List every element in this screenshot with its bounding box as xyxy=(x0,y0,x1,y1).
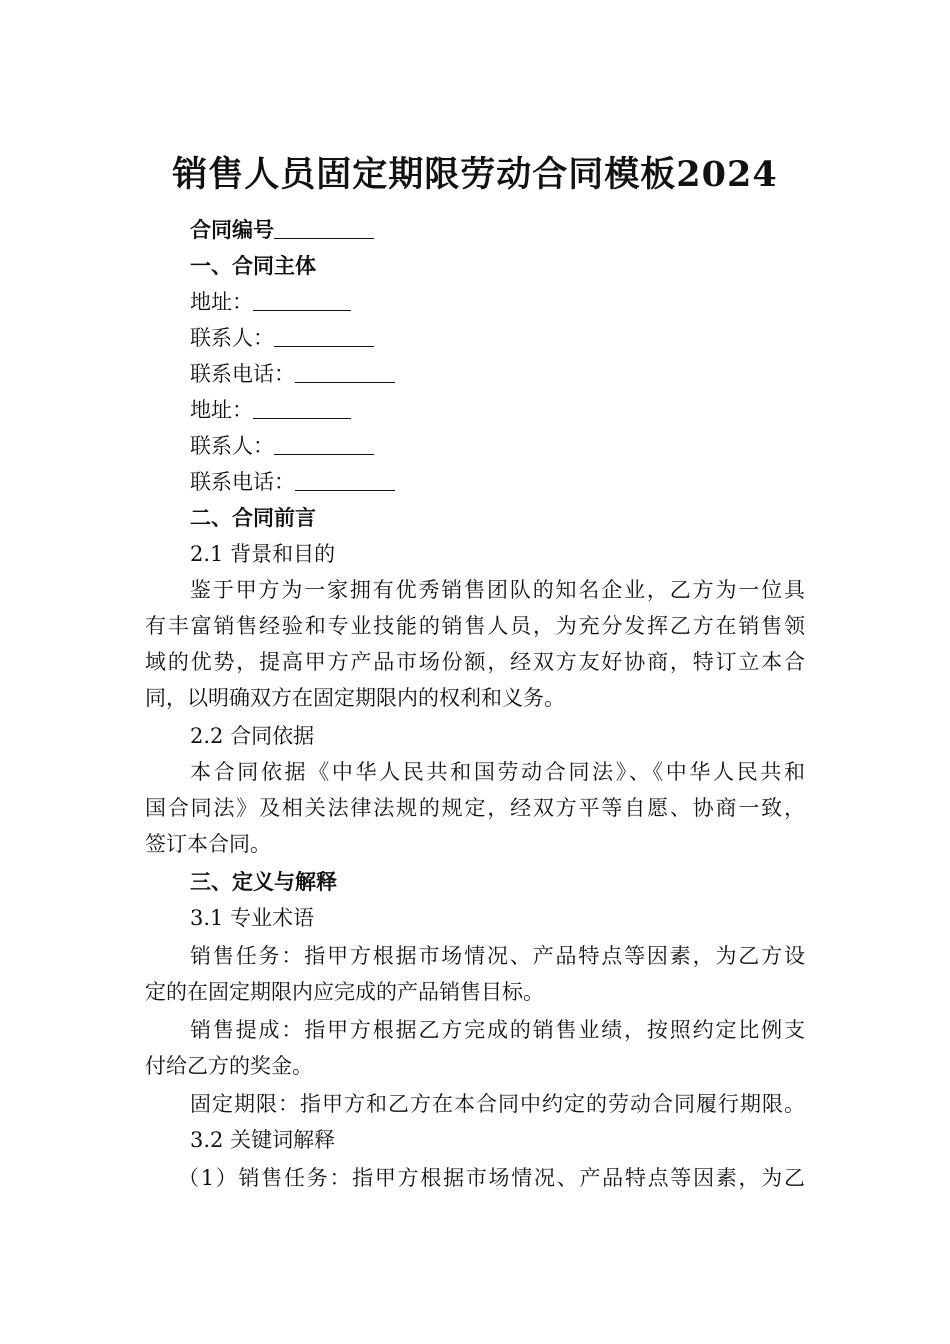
contact-label: 联系人： xyxy=(190,434,274,458)
phone-label: 联系电话： xyxy=(190,362,295,386)
paragraph-line: 有丰富销售经验和专业技能的销售人员，为充分发挥乙方在销售领 xyxy=(145,614,805,638)
contact-blank[interactable] xyxy=(274,320,374,347)
address-label: 地址： xyxy=(190,398,253,422)
party-b-contact-line xyxy=(190,428,374,464)
party-b-phone-line xyxy=(190,464,395,500)
address-label: 地址： xyxy=(190,290,253,314)
paragraph-line: 签订本合同。 xyxy=(145,832,271,856)
paragraph-line: 付给乙方的奖金。 xyxy=(145,1054,313,1078)
contact-blank[interactable] xyxy=(274,428,374,455)
contract-number-blank[interactable] xyxy=(274,212,374,239)
document-title: 销售人员固定期限劳动合同模板2024 xyxy=(172,154,778,195)
paragraph-line: 销售任务：指甲方根据市场情况、产品特点等因素，为乙方设 xyxy=(190,944,805,968)
subsection-2-1-title: 2.1 背景和目的 xyxy=(190,542,336,566)
section-3-heading: 三、定义与解释 xyxy=(190,869,337,894)
contract-number-line xyxy=(190,212,374,248)
paragraph-line: 本合同依据《中华人民共和国劳动合同法》、《中华人民共和 xyxy=(190,760,805,784)
subsection-3-2-title: 3.2 关键词解释 xyxy=(190,1128,336,1152)
party-a-phone-line xyxy=(190,356,395,392)
paragraph-line: 国合同法》及相关法律法规的规定，经双方平等自愿、协商一致， xyxy=(145,796,805,820)
contract-number-label: 合同编号 xyxy=(190,217,274,242)
paragraph-line: 固定期限：指甲方和乙方在本合同中约定的劳动合同履行期限。 xyxy=(190,1092,805,1116)
phone-blank[interactable] xyxy=(295,356,395,383)
phone-blank[interactable] xyxy=(295,464,395,491)
subsection-3-1-title: 3.1 专业术语 xyxy=(190,906,315,930)
paragraph-line: 同，以明确双方在固定期限内的权利和义务。 xyxy=(145,686,565,710)
address-blank[interactable] xyxy=(253,284,351,311)
subsection-2-2-title: 2.2 合同依据 xyxy=(190,724,315,748)
phone-label: 联系电话： xyxy=(190,470,295,494)
party-b-address-line xyxy=(190,392,351,428)
paragraph-line: 鉴于甲方为一家拥有优秀销售团队的知名企业，乙方为一位具 xyxy=(190,578,805,602)
address-blank[interactable] xyxy=(253,392,351,419)
paragraph-line: 域的优势，提高甲方产品市场份额，经双方友好协商，特订立本合 xyxy=(145,650,805,674)
party-a-address-line xyxy=(190,284,351,320)
section-2-heading: 二、合同前言 xyxy=(190,505,316,530)
paragraph-line: 销售提成：指甲方根据乙方完成的销售业绩，按照约定比例支 xyxy=(190,1018,805,1042)
contact-label: 联系人： xyxy=(190,326,274,350)
list-item: （1）销售任务：指甲方根据市场情况、产品特点等因素，为乙 xyxy=(178,1166,805,1190)
party-a-contact-line xyxy=(190,320,374,356)
paragraph-line: 定的在固定期限内应完成的产品销售目标。 xyxy=(145,980,544,1004)
section-1-heading: 一、合同主体 xyxy=(190,253,316,278)
